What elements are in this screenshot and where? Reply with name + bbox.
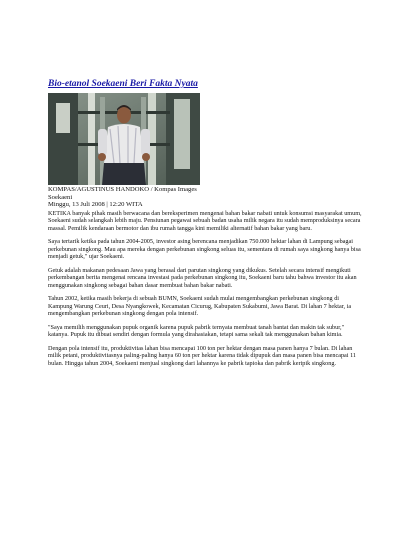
article-meta xyxy=(48,186,197,209)
article-body xyxy=(48,210,364,374)
paragraph: Dengan pola intensif itu, produktivitas lahan bisa mencapai 100 ton per hektar dengan masa panen hanya 7 bulan. Di lahan milik petani, produktivitasnya paling-paling hanya 60 ton per hektar karena tidak dipupuk dan masa panen bisa mencapai 11 bulan. Hingga tahun 2004, Soekaeni menjual singkong dari lahannya ke pabrik tapioka dan pabrik keripik singkong. xyxy=(48,345,357,367)
photo-caption: Soekaeni xyxy=(48,193,73,201)
paragraph: Saya tertarik ketika pada tahun 2004-2005, investor asing berencana menjadikan 750.000 hektar lahan di Lampung sebagai perkebunan singkong. Mau apa mereka dengan perkebunan singkong seluas itu, sementara di rumah saya singkong hanya bisa menjadi getuk," ujar Soekaeni. xyxy=(48,238,361,261)
man-standing-in-factory-photo-icon xyxy=(48,93,200,185)
paragraph: KETIKA banyak pihak masih berwacana dan bereksperimen mengenai bahan bakar nabati untuk konsumsi masyarakat umum, Soekaeni sudah selangkah lebih maju. Pensiunan pegawai sebuah badan usaha milik negara itu sudah memproduksinya secara massal. Pemilik kendaraan bermotor dan ibu rumah tangga kini memiliki alternatif bahan bakar yang baru. xyxy=(48,210,362,232)
photo-credit: KOMPAS/AGUSTINUS HANDOKO / Kompas Images xyxy=(48,186,197,193)
article-datetime: Minggu, 13 Juli 2008 | 12:20 WITA xyxy=(48,201,143,209)
paragraph: Getuk adalah makanan pedesaan Jawa yang berasal dari parutan singkong yang dikukus. Setelah secara intensif mengikuti perkembangan berita mengenai rencana investasi pada perkebunan singkong itu, Soekaeni baru tahu bahwa investor itu akan menggunakan singkong sebagai bahan dasar membuat bahan bakar nabati. xyxy=(48,266,357,289)
article-photo xyxy=(48,93,200,185)
paragraph: "Saya memilih menggunakan pupuk organik karena pupuk pabrik ternyata membuat tanah bantat dan makin tak subur," katanya. Pupuk itu dibuat sendiri dengan formula yang dirahasiakan, tetapi sama sekali tak menggunakan bahan kimia. xyxy=(48,323,345,339)
article-title[interactable]: Bio-etanol Soekaeni Beri Fakta Nyata xyxy=(48,79,198,89)
paragraph: Tahun 2002, ketika masih bekerja di sebuah BUMN, Soekaeni sudah mulai mengembangkan perkebunan singkong di Kampung Warung Ceuri, Desa Nyangkowek, Kecamatan Cicurug, Kabupaten Sukabumi, Jawa Barat. Di lahan 7 hektar, ia mengembangkan perkebunan singkong dengan pola intensif. xyxy=(48,295,352,318)
